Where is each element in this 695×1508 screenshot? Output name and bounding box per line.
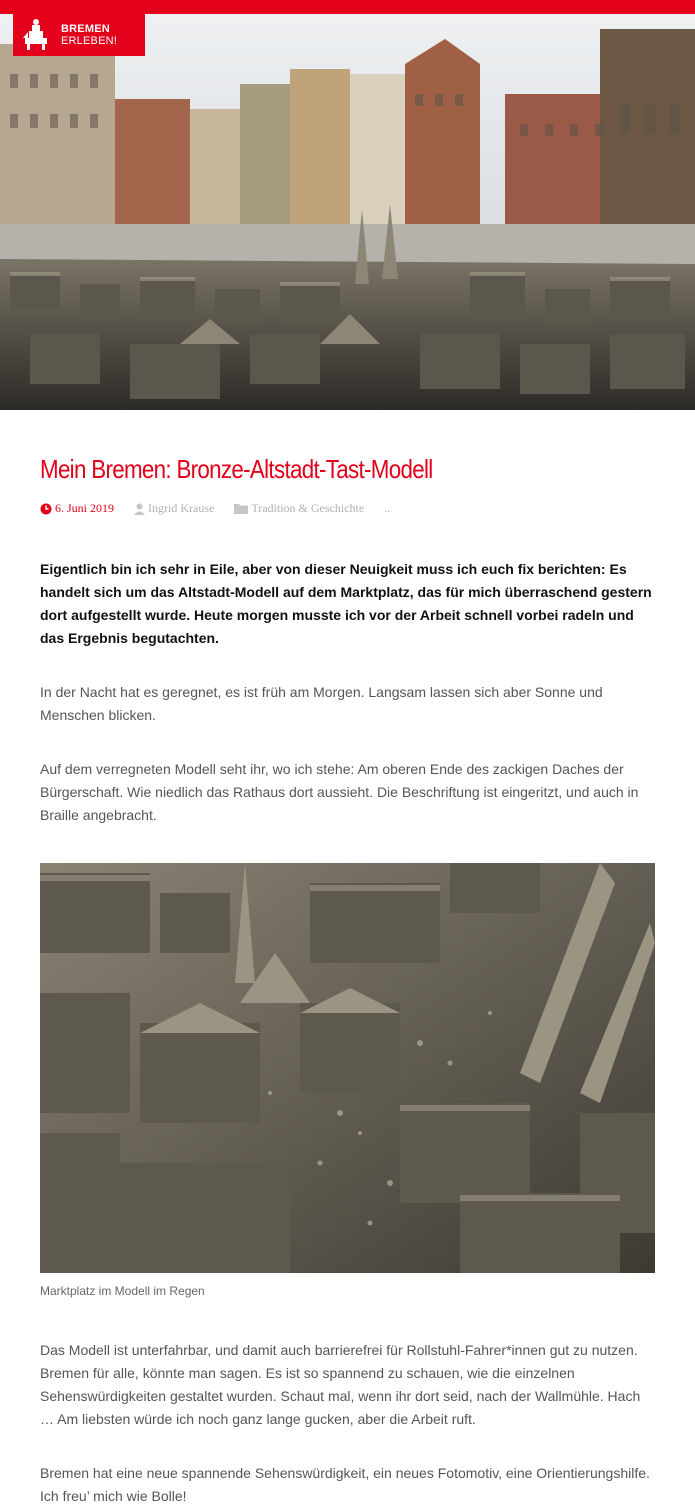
- paragraph-1: In der Nacht hat es geregnet, es ist früh am Morgen. Langsam lassen sich aber Sonne und Menschen blicken.: [40, 684, 603, 723]
- town-musicians-icon: [19, 18, 53, 52]
- folder-icon: [234, 503, 248, 514]
- paragraph-3: Das Modell ist unterfahrbar, und damit auch barrierefrei für Rollstuhl-Fahrer*innen gut zu nutzen. Bremen für alle, könnte man sagen. Es ist so spannend zu schauen, wie die einzelnen Sehenswürdigkeiten gestaltet wurden. Schaut mal, wenn ihr dort seid, nach der Wallmühle. Hach … Am liebsten würde ich noch ganz lange gucken, aber die Arbeit ruft.: [40, 1342, 641, 1427]
- hero-image: [0, 14, 695, 410]
- paragraph-4: Bremen hat eine neue spannende Sehenswürdigkeit, ein neues Fotomotiv, eine Orientierungshilfe. Ich freu’ mich wie Bolle!: [40, 1465, 650, 1504]
- brand-line2: ERLEBEN!: [61, 35, 118, 47]
- clock-icon: [40, 503, 52, 515]
- post-author: Ingrid Krause: [148, 501, 215, 515]
- post-category: Tradition & Geschichte: [251, 501, 365, 515]
- date-meta[interactable]: [40, 501, 114, 516]
- category-meta[interactable]: [234, 501, 364, 516]
- figure-caption: Marktplatz im Modell im Regen: [40, 1284, 205, 1298]
- article: [0, 454, 695, 1508]
- article-lead: Eigentlich bin ich sehr in Eile, aber von dieser Neuigkeit muss ich euch fix berichten: Es handelt sich um das Altstadt-Modell auf dem Marktplatz, das für mich überraschend gestern dort aufgestellt wurde. Heute morgen musste ich vor der Arbeit schnell vorbei radeln und das Ergebnis begutachten.: [40, 561, 652, 646]
- top-bar: [0, 0, 695, 14]
- brand-line1: BREMEN: [61, 23, 110, 35]
- post-date: 6. Juni 2019: [55, 501, 115, 515]
- meta-more: ..: [384, 501, 391, 515]
- user-icon: [134, 503, 145, 515]
- author-meta[interactable]: [134, 501, 214, 516]
- paragraph-2: Auf dem verregneten Modell seht ihr, wo ich stehe: Am oberen Ende des zackigen Daches der Bürgerschaft. Wie niedlich das Rathaus dort aussieht. Die Beschriftung ist eingeritzt, und auch in Braille angebracht.: [40, 761, 639, 823]
- article-title[interactable]: Mein Bremen: Bronze-Altstadt-Tast-Modell: [40, 454, 433, 484]
- article-figure: [40, 863, 655, 1273]
- article-meta: [40, 501, 655, 516]
- brand-logo[interactable]: [13, 14, 145, 56]
